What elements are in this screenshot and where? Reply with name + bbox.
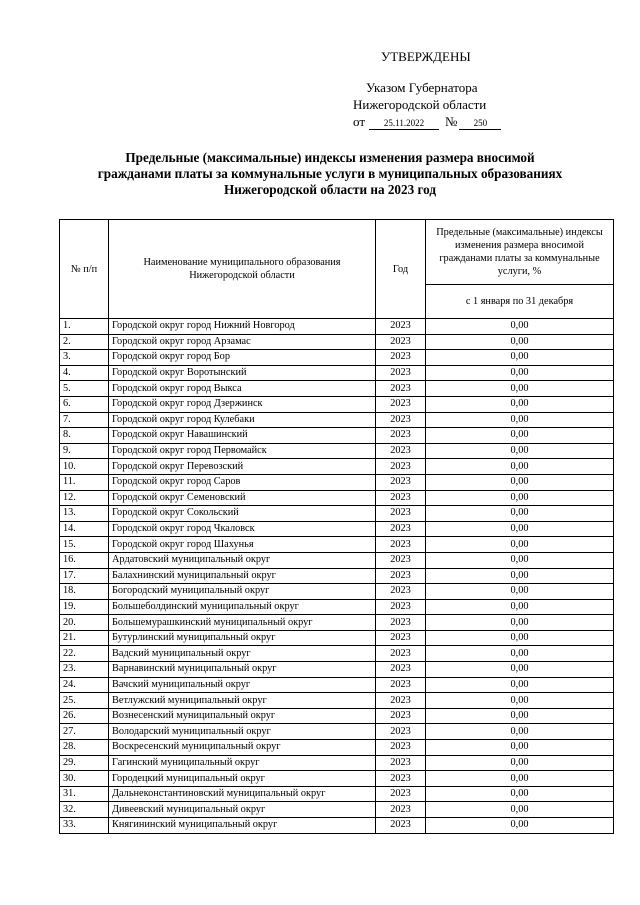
table-row: [60, 693, 614, 709]
row-value: 0,00: [426, 615, 614, 631]
header-year: Год: [376, 220, 426, 319]
header-number: № п/п: [60, 220, 109, 319]
row-value: 0,00: [426, 319, 614, 335]
row-value: 0,00: [426, 365, 614, 381]
row-year: 2023: [376, 615, 426, 631]
row-value: 0,00: [426, 646, 614, 662]
row-name: Городской округ Семеновский: [109, 490, 376, 506]
row-year: 2023: [376, 459, 426, 475]
row-number: 10.: [60, 459, 109, 475]
row-name: Городской округ город Арзамас: [109, 334, 376, 350]
table-row: [60, 724, 614, 740]
row-year: 2023: [376, 319, 426, 335]
row-number: 25.: [60, 693, 109, 709]
table-row: [60, 506, 614, 522]
header-name: Наименование муниципального образования Нижегородской области: [109, 220, 376, 319]
row-value: 0,00: [426, 334, 614, 350]
row-number: 33.: [60, 818, 109, 834]
row-number: 24.: [60, 677, 109, 693]
row-year: 2023: [376, 630, 426, 646]
row-name: Городской округ Навашинский: [109, 428, 376, 444]
row-number: 5.: [60, 381, 109, 397]
row-number: 32.: [60, 802, 109, 818]
table-row: [60, 584, 614, 600]
table-body: [60, 319, 614, 834]
row-number: 21.: [60, 630, 109, 646]
row-value: 0,00: [426, 552, 614, 568]
row-number: 6.: [60, 396, 109, 412]
row-number: 1.: [60, 319, 109, 335]
row-name: Дивеевский муниципальный округ: [109, 802, 376, 818]
row-value: 0,00: [426, 677, 614, 693]
row-value: 0,00: [426, 599, 614, 615]
table-row: [60, 740, 614, 756]
row-value: 0,00: [426, 490, 614, 506]
row-year: 2023: [376, 428, 426, 444]
table-row: [60, 599, 614, 615]
row-name: Вадский муниципальный округ: [109, 646, 376, 662]
row-value: 0,00: [426, 443, 614, 459]
row-value: 0,00: [426, 568, 614, 584]
row-year: 2023: [376, 708, 426, 724]
row-value: 0,00: [426, 630, 614, 646]
row-name: Балахнинский муниципальный округ: [109, 568, 376, 584]
table-row: [60, 677, 614, 693]
row-name: Городской округ город Саров: [109, 474, 376, 490]
table-row: [60, 802, 614, 818]
row-number: 31.: [60, 786, 109, 802]
row-name: Дальнеконстантиновский муниципальный округ: [109, 786, 376, 802]
row-name: Ардатовский муниципальный округ: [109, 552, 376, 568]
row-year: 2023: [376, 662, 426, 678]
row-value: 0,00: [426, 350, 614, 366]
row-value: 0,00: [426, 786, 614, 802]
table-row: [60, 412, 614, 428]
indexes-table: [59, 219, 614, 834]
approval-date-line: [353, 113, 522, 130]
document-title: Предельные (максимальные) индексы изменения размера вносимой гражданами платы за коммунальные услуги в муниципальных образованиях Нижегородской области на 2023 год: [97, 150, 563, 197]
row-name: Вознесенский муниципальный округ: [109, 708, 376, 724]
table-row: [60, 443, 614, 459]
approval-block: [352, 48, 522, 130]
row-year: 2023: [376, 771, 426, 787]
table-row: [60, 615, 614, 631]
row-number: 22.: [60, 646, 109, 662]
row-year: 2023: [376, 599, 426, 615]
table-row: [60, 708, 614, 724]
row-year: 2023: [376, 677, 426, 693]
row-year: 2023: [376, 334, 426, 350]
header-period: с 1 января по 31 декабря: [426, 285, 614, 319]
row-year: 2023: [376, 740, 426, 756]
table-row: [60, 350, 614, 366]
row-number: 18.: [60, 584, 109, 600]
row-name: Гагинский муниципальный округ: [109, 755, 376, 771]
row-year: 2023: [376, 381, 426, 397]
approval-title: УТВЕРЖДЕНЫ: [381, 49, 471, 64]
row-number: 16.: [60, 552, 109, 568]
row-number: 30.: [60, 771, 109, 787]
row-name: Городской округ город Первомайск: [109, 443, 376, 459]
row-name: Городской округ Воротынский: [109, 365, 376, 381]
row-name: Воскресенский муниципальный округ: [109, 740, 376, 756]
row-value: 0,00: [426, 818, 614, 834]
row-value: 0,00: [426, 724, 614, 740]
row-value: 0,00: [426, 771, 614, 787]
row-number: 7.: [60, 412, 109, 428]
row-year: 2023: [376, 521, 426, 537]
row-value: 0,00: [426, 584, 614, 600]
row-year: 2023: [376, 786, 426, 802]
row-name: Вачский муниципальный округ: [109, 677, 376, 693]
table-row: [60, 474, 614, 490]
row-number: 17.: [60, 568, 109, 584]
approval-number: 250: [459, 117, 501, 130]
row-value: 0,00: [426, 802, 614, 818]
row-name: Городской округ город Шахунья: [109, 537, 376, 553]
row-number: 11.: [60, 474, 109, 490]
number-sign: №: [445, 114, 458, 129]
table-row: [60, 428, 614, 444]
row-name: Городской округ город Нижний Новгород: [109, 319, 376, 335]
row-year: 2023: [376, 350, 426, 366]
row-name: Городской округ город Бор: [109, 350, 376, 366]
row-year: 2023: [376, 490, 426, 506]
row-name: Городской округ Перевозский: [109, 459, 376, 475]
table-row: [60, 365, 614, 381]
row-number: 15.: [60, 537, 109, 553]
table-row: [60, 521, 614, 537]
row-value: 0,00: [426, 693, 614, 709]
row-number: 23.: [60, 662, 109, 678]
row-value: 0,00: [426, 740, 614, 756]
row-year: 2023: [376, 506, 426, 522]
approval-line-2: Нижегородской области: [353, 97, 487, 112]
row-year: 2023: [376, 693, 426, 709]
row-name: Городской округ город Кулебаки: [109, 412, 376, 428]
row-name: Большемурашкинский муниципальный округ: [109, 615, 376, 631]
table-row: [60, 537, 614, 553]
row-value: 0,00: [426, 521, 614, 537]
row-value: 0,00: [426, 381, 614, 397]
row-year: 2023: [376, 412, 426, 428]
row-number: 19.: [60, 599, 109, 615]
row-value: 0,00: [426, 506, 614, 522]
row-year: 2023: [376, 584, 426, 600]
row-number: 27.: [60, 724, 109, 740]
row-year: 2023: [376, 443, 426, 459]
row-year: 2023: [376, 818, 426, 834]
row-number: 14.: [60, 521, 109, 537]
row-value: 0,00: [426, 755, 614, 771]
table-row: [60, 396, 614, 412]
row-year: 2023: [376, 724, 426, 740]
row-year: 2023: [376, 568, 426, 584]
row-name: Большеболдинский муниципальный округ: [109, 599, 376, 615]
row-value: 0,00: [426, 537, 614, 553]
table-row: [60, 459, 614, 475]
row-year: 2023: [376, 365, 426, 381]
row-year: 2023: [376, 802, 426, 818]
table-row: [60, 771, 614, 787]
row-number: 29.: [60, 755, 109, 771]
row-name: Володарский муниципальный округ: [109, 724, 376, 740]
row-name: Богородский муниципальный округ: [109, 584, 376, 600]
approval-date: 25.11.2022: [369, 117, 439, 130]
row-name: Городской округ город Дзержинск: [109, 396, 376, 412]
row-value: 0,00: [426, 459, 614, 475]
row-name: Ветлужский муниципальный округ: [109, 693, 376, 709]
row-name: Городской округ город Выкса: [109, 381, 376, 397]
row-number: 28.: [60, 740, 109, 756]
row-number: 12.: [60, 490, 109, 506]
row-name: Городской округ Сокольский: [109, 506, 376, 522]
row-value: 0,00: [426, 412, 614, 428]
row-number: 20.: [60, 615, 109, 631]
row-number: 8.: [60, 428, 109, 444]
row-value: 0,00: [426, 396, 614, 412]
approval-line-1: Указом Губернатора: [366, 80, 478, 95]
row-value: 0,00: [426, 428, 614, 444]
table-row: [60, 568, 614, 584]
header-index: Предельные (максимальные) индексы изменения размера вносимой гражданами платы за коммунальные услуги, %: [426, 220, 614, 285]
row-value: 0,00: [426, 708, 614, 724]
row-number: 4.: [60, 365, 109, 381]
row-year: 2023: [376, 396, 426, 412]
row-name: Варнавинский муниципальный округ: [109, 662, 376, 678]
row-value: 0,00: [426, 474, 614, 490]
table-row: [60, 646, 614, 662]
row-name: Княгининский муниципальный округ: [109, 818, 376, 834]
row-name: Городецкий муниципальный округ: [109, 771, 376, 787]
row-name: Бутурлинский муниципальный округ: [109, 630, 376, 646]
row-number: 26.: [60, 708, 109, 724]
table-row: [60, 334, 614, 350]
row-year: 2023: [376, 552, 426, 568]
row-value: 0,00: [426, 662, 614, 678]
table-row: [60, 786, 614, 802]
row-year: 2023: [376, 474, 426, 490]
table-row: [60, 552, 614, 568]
table-row: [60, 755, 614, 771]
table-row: [60, 818, 614, 834]
row-number: 3.: [60, 350, 109, 366]
row-year: 2023: [376, 537, 426, 553]
row-number: 9.: [60, 443, 109, 459]
table-row: [60, 381, 614, 397]
table-row: [60, 319, 614, 335]
table-row: [60, 490, 614, 506]
date-prefix: от: [353, 114, 366, 129]
row-number: 2.: [60, 334, 109, 350]
table-row: [60, 662, 614, 678]
table-row: [60, 630, 614, 646]
row-name: Городской округ город Чкаловск: [109, 521, 376, 537]
row-year: 2023: [376, 755, 426, 771]
row-number: 13.: [60, 506, 109, 522]
row-year: 2023: [376, 646, 426, 662]
